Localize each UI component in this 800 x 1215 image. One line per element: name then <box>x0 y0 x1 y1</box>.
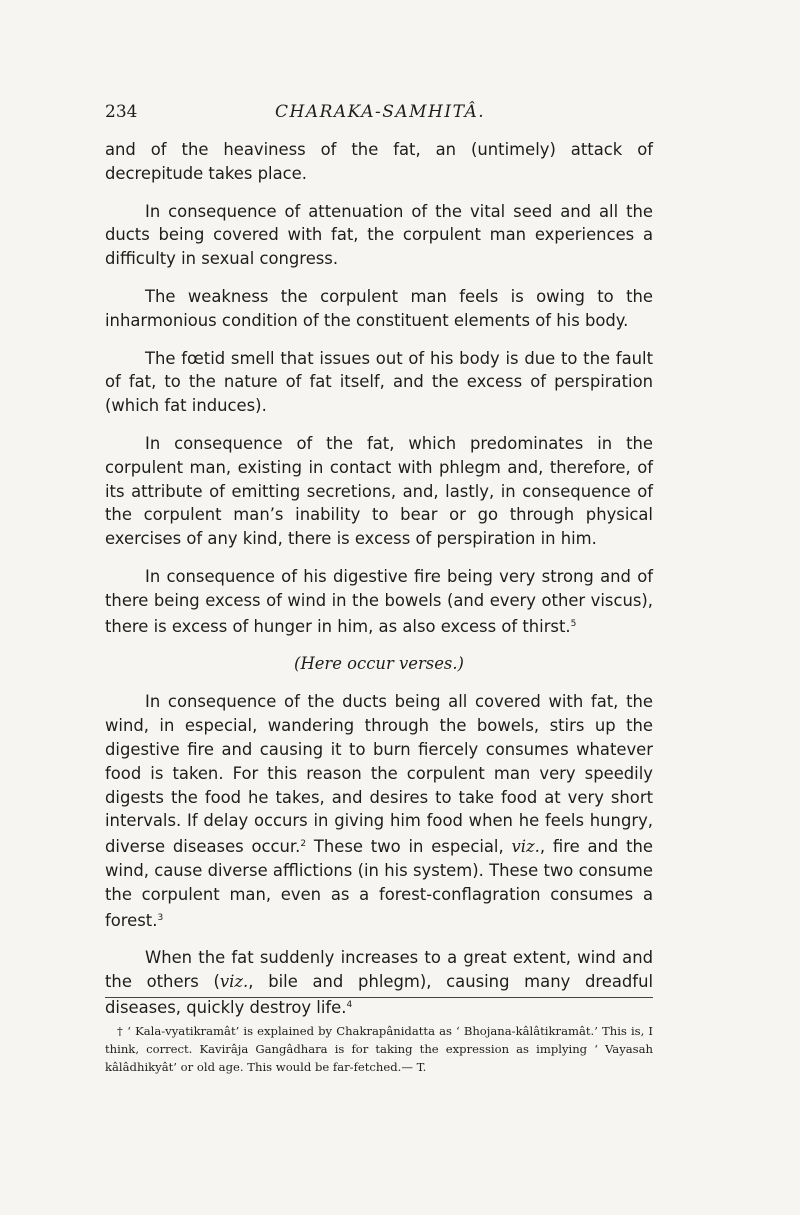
page-number: 234 <box>105 102 138 122</box>
running-title: CHARAKA-SAMHITÂ. <box>275 102 486 122</box>
footnote-ref-3: 3 <box>157 912 164 923</box>
page-header <box>105 102 665 132</box>
verses-note: (Here occur verses.) <box>294 654 464 674</box>
paragraph-7-text-a: In consequence of the ducts being all covered with fat, the wind, in especial, wandering through the bowels, stirs up the digestive fire and causing it to burn fiercely consumes whatever food is taken. For this reason the corpulent man very speedily digests the food he takes, and desires to take food at very short intervals. If delay occurs in giving him food when he feels hungry, diverse diseases occur. <box>105 692 653 857</box>
viz-abbrev: viz. <box>511 837 540 857</box>
paragraph-4: The fœtid smell that issues out of his body is due to the fault of fat, to the nature of fat itself, and the excess of perspiration (which fat induces). <box>105 348 653 416</box>
footnote-ref-4: 4 <box>346 999 353 1010</box>
paragraph-7-text-b: These two in especial, <box>306 837 512 857</box>
paragraph-3: The weakness the corpulent man feels is owing to the inharmonious condition of the constituent elements of his body. <box>105 286 653 330</box>
footnote-ref-2: 2 <box>300 839 307 850</box>
paragraph-1: and of the heaviness of the fat, an (untimely) attack of decrepitude takes place. <box>105 140 653 183</box>
paragraph-5: In consequence of the fat, which predominates in the corpulent man, existing in contact with phlegm and, therefore, of its attribute of emitting secretions, and, lastly, in consequence of the corpulent man’s inability to bear or go through physical exercises of any kind, there is excess of perspiration in him. <box>105 433 653 549</box>
paragraph-6-text: In consequence of his digestive fire being very strong and of there being excess of wind in the bowels (and every other viscus), there is excess of hunger in him, as also excess of thirst. <box>105 566 653 636</box>
footnote-ref-5: 5 <box>570 618 577 629</box>
paragraph-8-text-a: When the fat suddenly increases to a great extent, wind and the others ( <box>105 948 653 992</box>
paragraph-8-text-b: , bile and phlegm), causing many dreadful diseases, quickly destroy life. <box>105 972 654 1017</box>
footnote: † ‘ Kala-vyatikramât’ is explained by Chakrapânidatta as ‘ Bhojana-kâlâtikramât.’ This is, I think, correct. Kavirâja Gangâdhara is for taking the expression as implying ‘ Vayasah kâlâdhikyât’ or old age. This would be far-fetched.— T. <box>105 1023 653 1074</box>
body-text <box>105 138 653 1034</box>
paragraph-7-text-c: , fire and the wind, cause diverse afflictions (in his system). These two consume the corpulent man, even as a forest-conflagration consumes a forest. <box>105 837 653 930</box>
paragraph-2: In consequence of attenuation of the vital seed and all the ducts being covered with fat, the corpulent man experiences a difficulty in sexual congress. <box>105 201 653 269</box>
viz-abbrev: viz. <box>219 972 249 992</box>
paragraph-7 <box>105 690 653 932</box>
paragraph-6 <box>105 565 653 638</box>
paragraph-8 <box>105 946 653 1019</box>
footnote-divider <box>105 997 653 998</box>
